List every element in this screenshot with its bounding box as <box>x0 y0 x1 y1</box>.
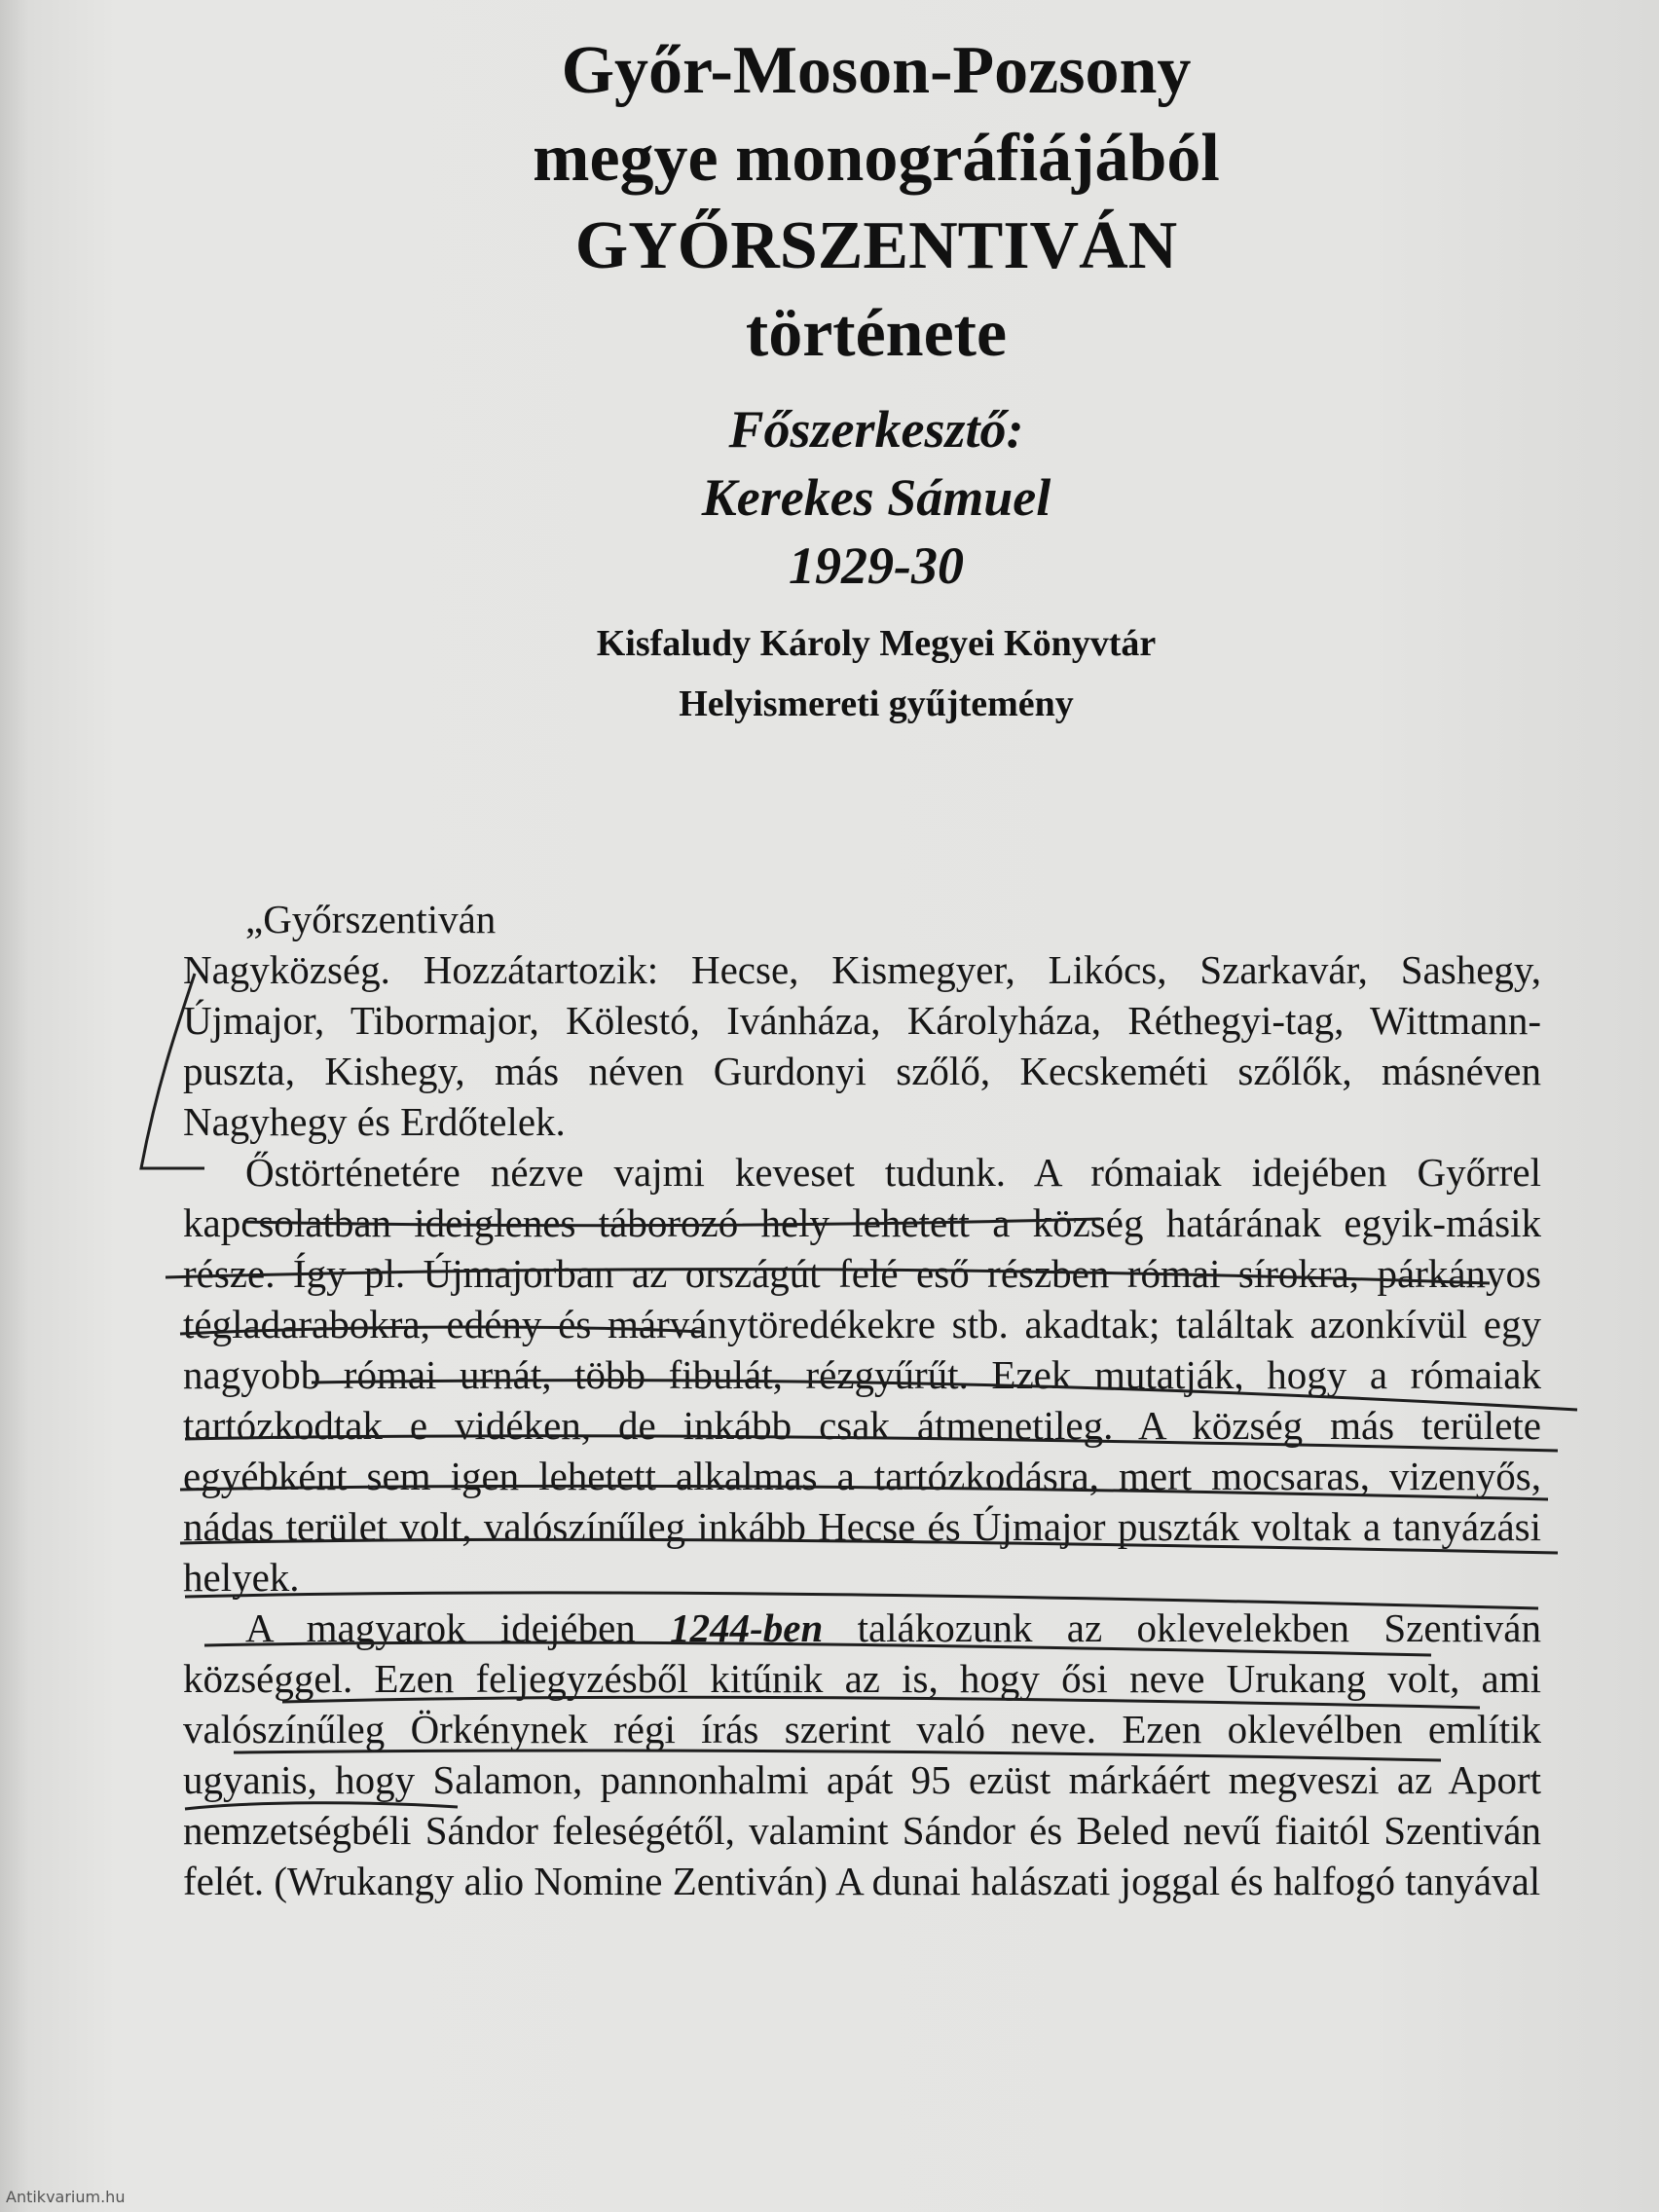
title-line-1: Győr-Moson-Pozsony <box>561 33 1192 108</box>
library-name: Kisfaludy Károly Megyei Könyvtár <box>596 623 1157 664</box>
paragraph-3-start: A magyarok idejében <box>245 1605 636 1650</box>
editor-block <box>370 395 1382 600</box>
title-line-3: GYŐRSZENTIVÁN <box>574 208 1178 283</box>
editor-years: 1929-30 <box>789 536 964 595</box>
library-block <box>370 613 1382 734</box>
title-line-4: története <box>745 296 1008 371</box>
editor-name: Kerekes Sámuel <box>701 468 1051 527</box>
title-line-2: megye monográfiájából <box>533 121 1220 196</box>
paragraph-2: Őstörténetére nézve vajmi keveset tudunk. A rómaiak idejében Győrrel kapcsolatban ideiglenes táborozó hely lehetett a község határának egyik-másik része. Így pl. Újmajorban az országút felé eső részben római sírokra, párkányos tégladarabokra, edény és márványtöredékekre stb. akadtak; találtak azonkívül egy nagyobb római urnát, több fibulát, rézgyűrűt. Ezek mutatják, hogy a rómaiak tartózkodtak e vidéken, de inkább csak átmenetileg. A község más területe egyébként sem igen lehetett alkalmas a tartózkodásra, mert mocsaras, vizenyős, nádas terület volt, valószínűleg inkább Hecse és Újmajor puszták voltak a tanyázási helyek. <box>183 1150 1541 1600</box>
watermark: Antikvarium.hu <box>6 2188 126 2206</box>
library-collection: Helyismereti gyűjtemény <box>679 683 1074 724</box>
page-header <box>370 27 1382 734</box>
paragraph-3-rest: talákozunk az oklevelekben Szentiván községgel. Ezen feljegyzésből kitűnik az is, hogy ősi neve Urukang volt, ami valószínűleg Örkénynek régi írás szerint való neve. Ezen oklevélben említik ugyanis, hogy Salamon, pannonhalmi apát 95 ezüst márkáért megveszi az Aport nemzetségbéli Sándor feleségétől, valamint Sándor és Beled nevű fiaitól Szentiván felét. (Wrukangy alio Nomine Zentiván) A dunai halászati joggal és halfogó tanyával <box>183 1605 1542 1903</box>
paragraph-3-year: 1244-ben <box>670 1605 824 1650</box>
paragraph-3 <box>183 1603 1541 1906</box>
article-heading: „Győrszentiván <box>245 897 497 941</box>
article-body <box>183 894 1541 1906</box>
paragraph-1: Nagyközség. Hozzátartozik: Hecse, Kismegyer, Likócs, Szarkavár, Sashegy, Újmajor, Tibormajor, Kölestó, Ivánháza, Károlyháza, Réthegyi-tag, Wittmann-puszta, Kishegy, más néven Gurdonyi szőlő, Kecskeméti szőlők, másnéven Nagyhegy és Erdőtelek. <box>183 947 1541 1144</box>
editor-label: Főszerkesztő: <box>728 400 1024 459</box>
